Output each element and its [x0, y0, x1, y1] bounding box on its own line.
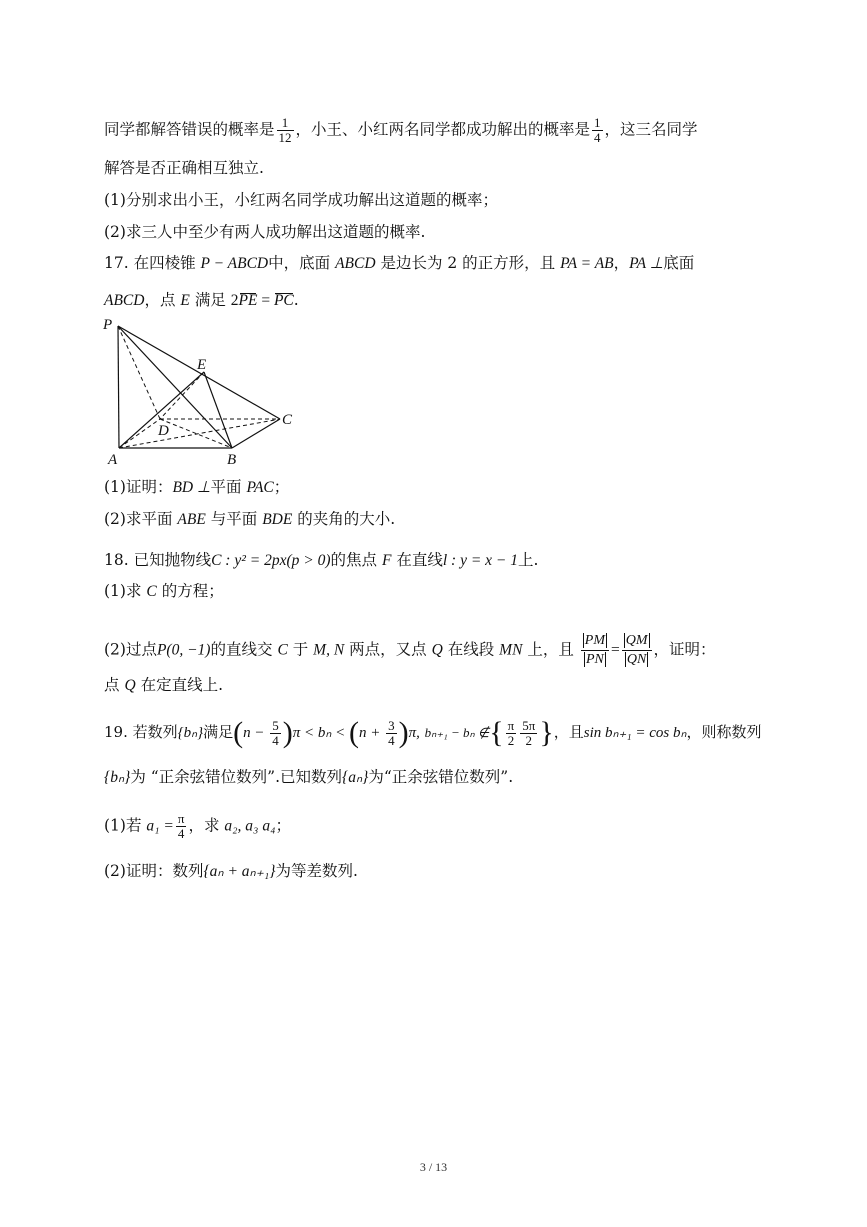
q18-part2: (2)过点P(0, −1)的直线交 C 于 M, N 两点，又点 Q 在线段 MN 上，且 $\frac{PM}{PN}$ = $\frac{QM}{QN}$ ，证明：: [104, 633, 716, 667]
math-cond2: PA ⊥: [629, 255, 664, 272]
fraction-5pi-2: $\frac{5\pi}{2}$: [522, 717, 536, 748]
math-parabola: C : y² = 2px(p > 0): [211, 552, 331, 569]
edge-ED: [160, 372, 204, 419]
ratio-qm-qn: $\frac{QM}{QN}$: [622, 632, 652, 669]
label-A: A: [108, 452, 118, 468]
q17-part1: (1)证明：BD ⊥平面 PAC；: [104, 478, 290, 496]
fraction-5-4: $\frac{5}{4}$: [272, 717, 279, 748]
q16-text: ，小王、小红两名同学都成功解出的概率是: [295, 120, 591, 139]
page-number: 3 / 13: [419, 1160, 448, 1174]
edge-BC: [232, 419, 280, 448]
q18-line1: 18. 已知抛物线C : y² = 2px(p > 0)的焦点 F 在直线l : y = x − 1上.: [104, 551, 539, 569]
edge-AD: [119, 419, 160, 448]
q16-part2: (2)求三人中至少有两人成功解出这道题的概率.: [104, 223, 426, 241]
q16-text: 同学都解答错误的概率是: [104, 120, 275, 139]
fraction-pi-4: $\frac{\pi}{4}$: [177, 811, 185, 841]
math-line: l : y = x − 1: [442, 552, 519, 569]
math-point-P: P(0, −1): [156, 641, 211, 659]
math-base: ABCD: [335, 255, 376, 272]
q16-line2: 解答是否正确相互独立.: [104, 159, 264, 177]
q17-line1: 17. 在四棱锥 P − ABCD中，底面 ABCD 是边长为 2 的正方形，且 PA = AB，PA ⊥底面: [104, 254, 695, 272]
math-cond1: PA = AB: [560, 255, 614, 272]
fraction-1-4: $\frac{1}{4}$: [594, 115, 601, 145]
q18-part1: (1)求 C 的方程；: [104, 582, 224, 600]
math-pyramid: P − ABCD: [200, 255, 269, 272]
label-B: B: [227, 452, 237, 468]
label-D: D: [158, 423, 169, 439]
pyramid-figure: [100, 312, 310, 470]
q18-part2-line2: 点 Q 在定直线上.: [104, 676, 224, 694]
q17-line2: ABCD，点 E 满足 2PE = PC.: [104, 291, 299, 309]
q19-part2: (2)证明：数列{aₙ + aₙ₊₁}为等差数列.: [104, 862, 358, 880]
q16-part1: (1)分别求出小王，小红两名同学成功解出这道题的概率；: [104, 191, 498, 209]
fraction-3-4: $\frac{3}{4}$: [388, 717, 395, 748]
edge-PD: [118, 326, 160, 419]
ratio-pm-pn: $\frac{PM}{PN}$: [581, 632, 609, 669]
label-E: E: [197, 357, 207, 373]
edge-PA: [118, 326, 119, 448]
q19-line2: {bₙ}为 “正余弦错位数列”.已知数列{aₙ}为“正余弦错位数列”.: [104, 768, 514, 786]
fraction-pi-2: $\frac{\pi}{2}$: [507, 717, 515, 748]
q19-part1: (1)若 a₁ = $\frac{\pi}{4}$ ，求 a₂, a₃ a₄；: [104, 811, 291, 841]
label-C: C: [282, 412, 293, 428]
q19-line1: 19. 若数列{bₙ}满足(n − $\frac{5}{4}$ )π < bₙ < (n + $\frac{3}{4}$ )π, bₙ₊₁ − bₙ ∉{ $\frac{\pi}{2}$ $\frac{5\pi}{2}$ }，且sin bₙ₊₁ = cos bₙ，则称数列: [104, 716, 762, 749]
edge-DB: [160, 419, 232, 448]
q17-part2: (2)求平面 ABE 与平面 BDE 的夹角的大小.: [104, 510, 396, 528]
edge-PB: [118, 326, 232, 448]
fraction-1-12: $\frac{1}{12}$: [278, 115, 292, 145]
q16-line1: [104, 116, 698, 145]
label-P: P: [103, 317, 113, 333]
vector-equation: 2PE = PC: [230, 292, 294, 309]
q16-text: ，这三名同学: [604, 120, 698, 139]
